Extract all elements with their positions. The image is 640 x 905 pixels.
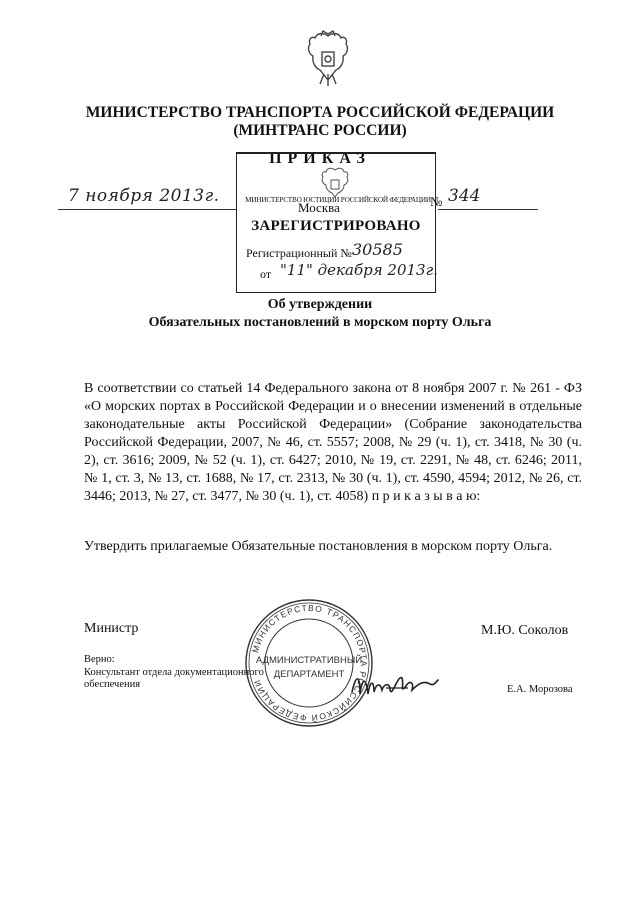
document-type-title: ПРИКАЗ: [269, 150, 371, 167]
minister-name: М.Ю. Соколов: [481, 623, 569, 638]
subject-line-1: Об утверждении: [267, 297, 373, 312]
ministry-name: МИНИСТЕРСТВО ТРАНСПОРТА РОССИЙСКОЙ ФЕДЕРАЦИИ: [85, 104, 555, 121]
registration-number-label: Регистрационный №: [246, 246, 352, 260]
verification-block: [84, 654, 264, 692]
registration-stamp-emblem: [318, 166, 352, 200]
minister-title: Министр: [84, 621, 139, 636]
seal-inner-line-2: ДЕПАРТАМЕНТ: [273, 669, 345, 680]
verifier-signature: [346, 664, 442, 704]
verification-label: Верно:: [84, 654, 115, 665]
subject-line-2: Обязательных постановлений в морском порту Ольга: [148, 315, 492, 330]
document-subject: [0, 296, 640, 332]
resolution-text: Утвердить прилагаемые Обязательные постановления в морском порту Ольга.: [84, 539, 553, 554]
ministry-short-name: (МИНТРАНС РОССИИ): [233, 122, 407, 139]
registration-number: 30585: [352, 240, 403, 259]
verifier-position: Консультант отдела документационного: [84, 666, 264, 678]
registration-date-label: от: [260, 267, 272, 281]
order-date-handwritten: 7 ноября 2013г.: [68, 186, 220, 206]
order-number-sign: №: [430, 194, 443, 209]
number-underline: [438, 209, 538, 210]
registration-stamp-ministry: МИНИСТЕРСТВО ЮСТИЦИИ РОССИЙСКОЙ ФЕДЕРАЦИИ: [245, 196, 431, 204]
registration-status: ЗАРЕГИСТРИРОВАНО: [251, 218, 421, 234]
verifier-department: обеспечения: [84, 679, 141, 690]
verifier-name: Е.А. Морозова: [507, 684, 573, 695]
body-paragraph: В соответствии со статьей 14 Федерального закона от 8 ноября 2007 г. № 261 - ФЗ «О морских портах в Российской Федерации и о внесении изменений в отдельные законодательные акты Российской Федерации» (Собрание законодательства Российской Федерации, 2007, № 46, ст. 5557; 2008, № 29 (ч. 1), ст. 3418, № 30 (ч. 2), ст. 3616; 2009, № 52 (ч. 1), ст. 6427; 2010, № 19, ст. 2291, № 48, ст. 6246; 2011, № 1, ст. 3, № 13, ст. 1688, № 17, ст. 2313, № 30 (ч. 1), ст. 4590, 4594; 2012, № 26, ст. 3446; 2013, № 27, ст. 3477, № 30 (ч. 1), ст. 4058) п р и к а з ы в а ю:: [84, 381, 582, 504]
seal-inner-line-1: АДМИНИСТРАТИВНЫЙ: [255, 655, 363, 666]
ministry-header: [0, 104, 640, 140]
order-number-handwritten: 344: [448, 186, 481, 206]
date-underline: [58, 209, 236, 210]
registration-date: "11" декабря 2013г.: [280, 261, 438, 279]
department-seal: [243, 597, 375, 729]
city-label: Москва: [298, 200, 340, 215]
coat-of-arms-emblem: [303, 30, 353, 88]
seal-outer-text: МИНИСТЕРСТВО ТРАНСПОРТА РОССИЙСКОЙ ФЕДЕРАЦИИ: [250, 602, 370, 724]
